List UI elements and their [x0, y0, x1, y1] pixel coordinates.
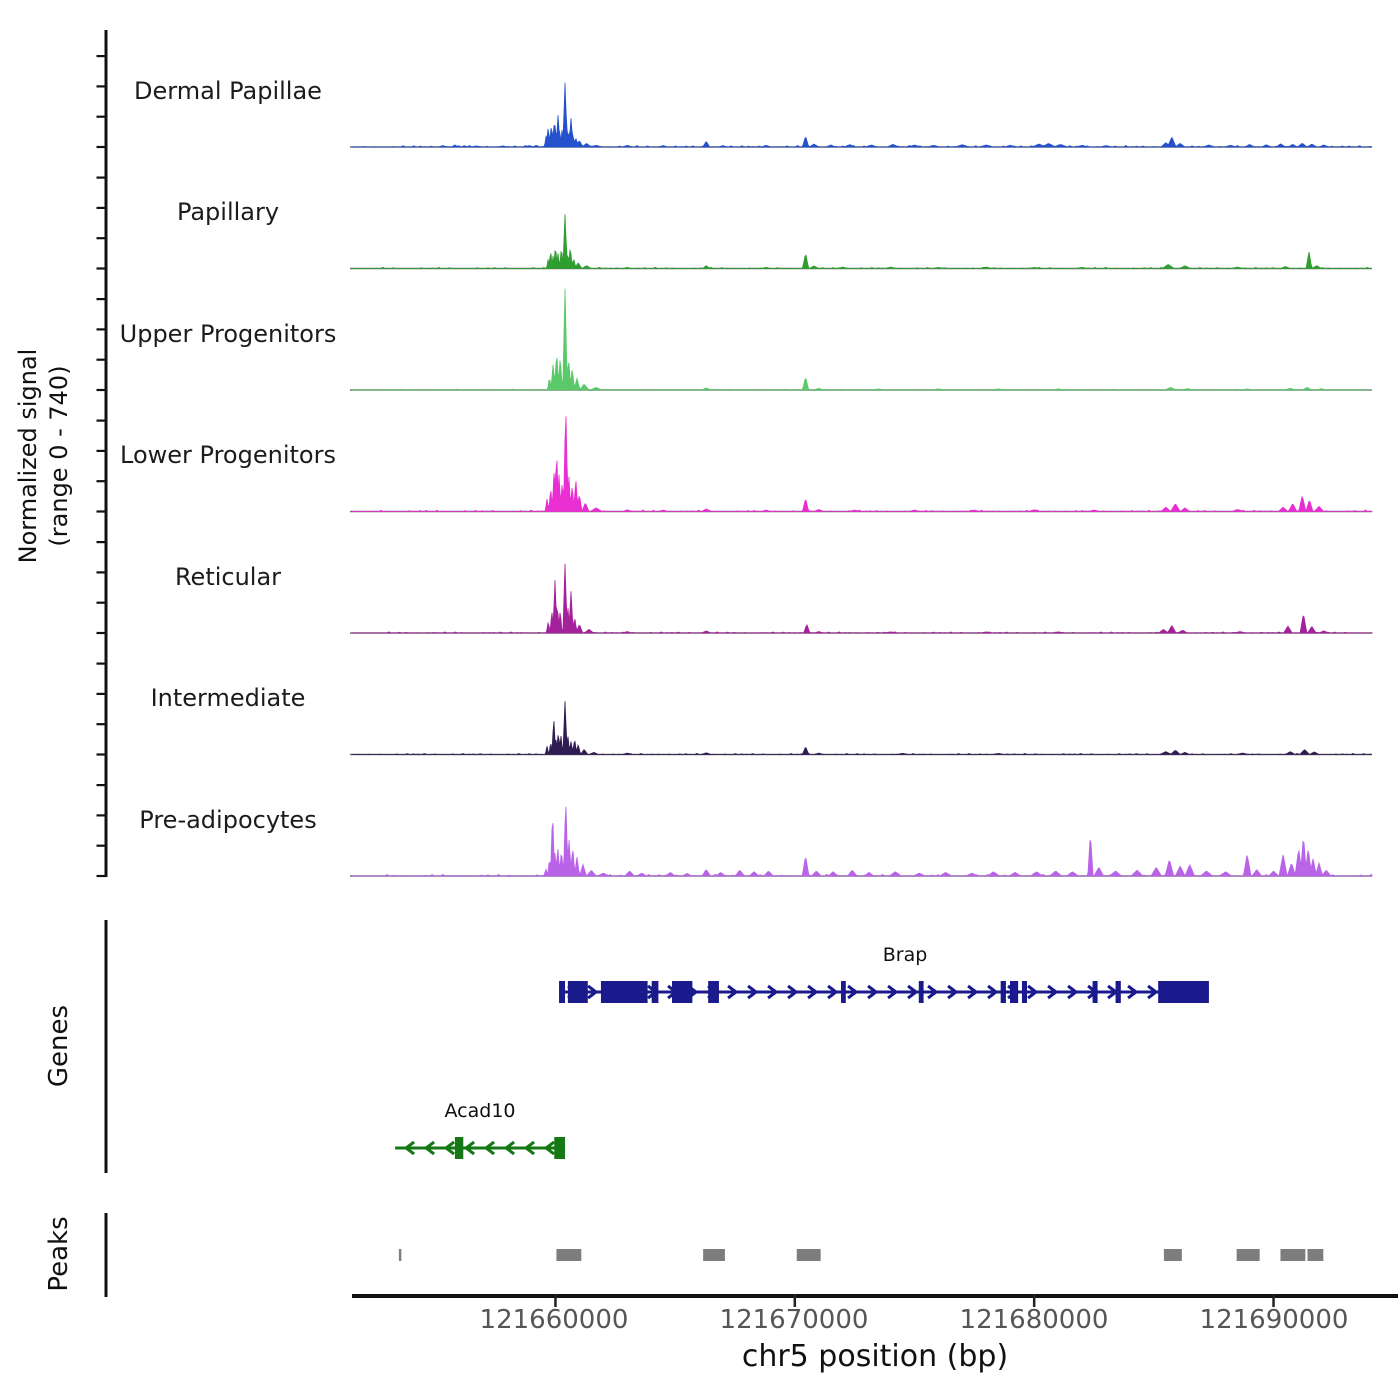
track-label-upper-progenitors: Upper Progenitors	[119, 320, 337, 348]
gene-exon-Brap	[672, 981, 692, 1003]
gene-exon-Brap	[1093, 981, 1098, 1003]
peak-interval	[703, 1249, 725, 1261]
gene-exon-Brap	[1010, 981, 1018, 1003]
x-axis-title: chr5 position (bp)	[741, 1339, 1009, 1374]
signal-area-0	[352, 83, 1372, 147]
peak-interval	[1280, 1249, 1305, 1261]
gene-exon-Brap	[568, 981, 588, 1003]
signal-area-2	[352, 289, 1372, 390]
x-tick-label-121680000: 121680000	[959, 1305, 1109, 1335]
signal-area-5	[352, 701, 1372, 754]
gene-exon-Brap	[559, 981, 565, 1003]
signal-area-6	[352, 807, 1372, 876]
peak-interval	[1164, 1249, 1182, 1261]
track-label-reticular: Reticular	[174, 563, 282, 591]
peak-interval	[1308, 1249, 1324, 1261]
signal-area-3	[352, 416, 1372, 511]
gene-name-brap: Brap	[882, 944, 928, 966]
gene-exon-Brap	[601, 981, 648, 1003]
signal-area-1	[352, 214, 1372, 268]
x-tick-label-121690000: 121690000	[1199, 1305, 1349, 1335]
track-label-pre-adipocytes: Pre-adipocytes	[139, 806, 317, 834]
gene-name-acad10: Acad10	[444, 1100, 516, 1122]
gene-exon-Brap	[652, 981, 659, 1003]
track-label-lower-progenitors: Lower Progenitors	[120, 441, 336, 469]
y-axis-label	[13, 256, 75, 656]
peak-interval	[399, 1249, 401, 1261]
gene-exon-Brap	[841, 981, 846, 1003]
track-label-intermediate: Intermediate	[150, 684, 306, 712]
gene-exon-Brap	[1116, 981, 1121, 1003]
y-axis-label-line2: (range 0 - 740)	[45, 365, 73, 547]
peaks-section-label: Peaks	[44, 1216, 74, 1292]
gene-exon-Acad10	[554, 1137, 565, 1159]
gene-exon-Brap	[1001, 981, 1006, 1003]
gene-exon-Acad10	[455, 1137, 463, 1159]
genes-section-label: Genes	[44, 1004, 74, 1088]
x-tick-label-121670000: 121670000	[719, 1305, 869, 1335]
gene-exon-Brap	[919, 981, 924, 1003]
gene-exon-Brap	[1022, 981, 1027, 1003]
peak-interval	[556, 1249, 581, 1261]
peak-interval	[1237, 1249, 1260, 1261]
gene-exon-Brap	[708, 981, 719, 1003]
y-axis-label-line1: Normalized signal	[14, 348, 42, 564]
track-label-papillary: Papillary	[176, 198, 280, 226]
peak-interval	[797, 1249, 821, 1261]
signal-area-4	[352, 564, 1372, 633]
gene-exon-Brap	[1158, 981, 1209, 1003]
track-label-dermal-papillae: Dermal Papillae	[134, 77, 322, 105]
x-tick-label-121660000: 121660000	[479, 1305, 629, 1335]
